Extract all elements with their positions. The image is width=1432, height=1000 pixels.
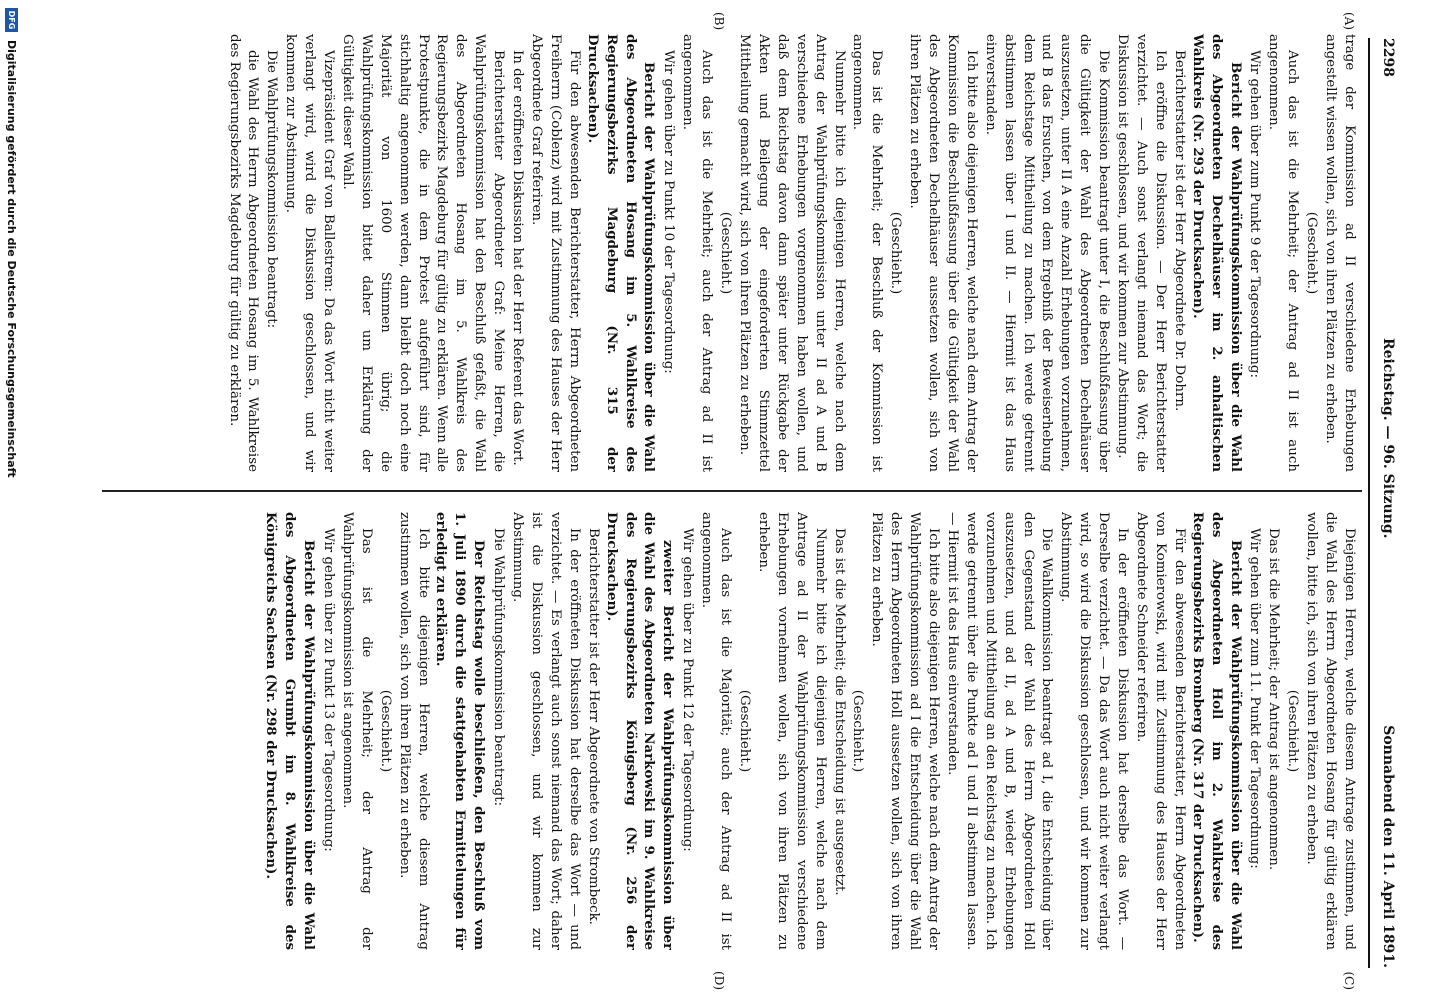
- paragraph: Das ist die Mehrheit; die Entscheidung ist ausgesetzt.: [831, 528, 847, 896]
- paragraph: Wir gehen über zu Punkt 13 der Tagesordnung:: [321, 528, 337, 852]
- stage-direction: (Geschieht.): [718, 211, 734, 295]
- page-header: [1374, 38, 1396, 968]
- paragraph: Für den abwesenden Berichterstatter, Herrn Abgeordneten Freiherrn (Coblenz) wird mit Zustimmung des Hauses der Herr Abgeordnete Graf referiren.: [529, 34, 582, 472]
- paragraph: Nunmehr bitte ich diejenigen Herren, welche nach dem Antrag der Wahlprüfungskommission unter II ad A und B verschiedene Erhebungen vorgenommen haben wollen, und daß dem Reichstag davon dann später unter Rückgabe der Akten und Beilegung der eingeforderten Stimmzettel Mittheilung gemacht wird, sich von ihren Plätzen zu erheben.: [737, 34, 847, 472]
- margin-marker-d: (D): [712, 971, 726, 990]
- paragraph: Ich bitte also diejenigen Herren, welche nach dem Antrag der Kommission die Beschlußfassung über die Gültigkeit der Wahl des Abgeordneten Dechelhäuser aussetzen wollen, sich von ihren Plätzen zu erheben.: [907, 34, 979, 472]
- stage-direction: (Geschieht.): [377, 689, 393, 773]
- paragraph: Nunmehr bitte ich diejenigen Herren, welche nach dem Antrage ad II der Wahlprüfungskommission verschiedene Erhebungen vornehmen wollen, sich von ihren Plätzen zu erheben.: [755, 512, 828, 950]
- paragraph: Die Wahlkommission beantragt ad I, die Entscheidung über den Gegenstand der Wahl des Herrn Abgeordneten Holl auszusetzen, und ad II, ad A und B, wieder Erhebungen vorzunehmen und Mittheilung an den Reichstag zu machen. Ich werde getrennt über die Punkte ad I und II abstimmen lassen. — Hiermit ist das Haus einverstanden.: [944, 512, 1055, 950]
- stage-direction: (Geschieht.): [1304, 211, 1320, 295]
- paragraph: Das ist die Mehrheit; der Beschluß der Kommission ist angenommen.: [850, 34, 885, 472]
- funding-credit: Digitalisierung gefördert durch die Deutsche Forschungsgemeinschaft: [5, 40, 18, 478]
- paragraph: Ich bitte also diejenigen Herren, welche nach dem Antrag der Wahlprüfungskommission ad I die Entscheidung über die Wahl des Herrn Abgeordneten Holl aussetzen wollen, sich von ihren Plätzen zu erheben.: [869, 512, 942, 950]
- paragraph: In der eröffneten Diskussion hat der Herr Referent das Wort.: [510, 50, 526, 466]
- margin-marker-a: (A): [1342, 12, 1356, 31]
- agenda-item-title: Bericht der Wahlprüfungskommission über die Wahl des Abgeordneten Holl im 2. Wahlkreise des Regierungsbezirks Bromberg (Nr. 317 der Drucksachen).: [1189, 512, 1244, 950]
- paragraph: Die Kommission beantragt unter I, die Beschlußfassung über die Gültigkeit der Wahl des Abgeordneten Dechelhäuser auszusetzen, unter II A eine Anzahl Erhebungen vorzunehmen, und B das Ersuchen, von dem Ergebniß der Beweiserhebung dem Reichstage Mittheilung zu machen. Ich werde getrennt abstimmen lassen über I und II. — Hiermit ist das Haus einverstanden.: [982, 34, 1112, 472]
- paragraph: Auch das ist die Mehrheit; der Antrag ad II ist auch angenommen.: [1266, 34, 1301, 472]
- agenda-item-title: Bericht der Wahlprüfungskommission über die Wahl des Abgeordneten Hosang im 5. Wahlkreise des Regierungsbezirks Magdeburg (Nr. 315 der Drucksachen).: [584, 34, 658, 472]
- footer: [0, 0, 20, 1000]
- session-title: Reichstag. — 96. Sitzung.: [1380, 338, 1396, 539]
- stage-direction: (Geschieht.): [850, 689, 866, 773]
- agenda-item-title: Bericht der Wahlprüfungskommission über die Wahl des Abgeordneten Dechelhäuser im 2. anhaltischen Wahlkreis (Nr. 293 der Drucksachen).: [1189, 34, 1244, 472]
- paragraph: Diejenigen Herren, welche diesem Antrage zustimmen, und die Wahl des Herrn Abgeordneten Hosang für gültig erklären wollen, bitte ich, sich von ihren Plätzen zu erheben.: [1304, 512, 1357, 950]
- speech-paragraph: Berichterstatter Abgeordneter Graf: Meine Herren, die Wahlprüfungskommission hat den Beschluß gefaßt, die Wahl des Abgeordneten Hosang im 5. Wahlkreis des Regierungsbezirks Magdeburg für gültig zu erklären. Wenn alle Protestpunkte, die in dem Protest aufgeführt sind, für stichhaltig angenommen werden, dann bleibt doch noch eine Majorität von 1600 Stimmen übrig; die Wahlprüfungskommission bittet daher um Erklärung der Gültigkeit dieser Wahl.: [339, 34, 507, 472]
- paragraph: Auch das ist die Majorität; auch der Antrag ad II ist angenommen.: [699, 512, 734, 950]
- page-number: 2298: [1380, 38, 1396, 77]
- paragraph: trage der Kommission ad II verschiedene Erhebungen angestellt wissen wollen, sich von ihren Plätzen zu erheben.: [1323, 34, 1357, 472]
- paragraph: Wir gehen über zum 11. Punkt der Tagesordnung:: [1247, 528, 1263, 869]
- paragraph: Wir gehen über zu Punkt 10 der Tagesordnung:: [661, 50, 677, 374]
- paragraph: Das ist die Mehrheit; der Antrag ist angenommen.: [1266, 528, 1282, 871]
- paragraph: Das ist die Mehrheit; der Antrag der Wahlprüfungskommission ist angenommen.: [339, 512, 374, 950]
- paragraph: Wir gehen über zu Punkt 12 der Tagesordnung:: [680, 528, 696, 852]
- paragraph: Berichterstatter ist der Herr Abgeordnete von Strombeck.: [585, 528, 601, 925]
- agenda-item-title: Bericht der Wahlprüfungskommission über die Wahl des Abgeordneten Grumbt im 8. Wahlkreise des Königreichs Sachsen (Nr. 298 der Drucksachen).: [263, 512, 318, 950]
- paragraph: Ich eröffne die Diskussion. — Der Herr Berichterstatter verzichtet. — Auch sonst verlangt niemand das Wort; die Diskussion ist geschlossen, und wir kommen zur Abstimmung.: [1115, 34, 1168, 472]
- right-column: [88, 512, 1358, 950]
- paragraph: die Wahl des Herrn Abgeordneten Hosang im 5. Wahlkreise des Regierungsbezirks Magdeburg für gültig zu erklären.: [226, 34, 261, 472]
- stage-direction: (Geschieht.): [1285, 689, 1301, 773]
- paragraph: Die Wahlprüfungskommission beantragt:: [491, 528, 507, 807]
- paragraph: In der eröffneten Diskussion hat derselbe das Wort. — Derselbe verzichtet. — Da das Wort auch nicht weiter verlangt wird, so wird die Diskussion geschlossen, und wir kommen zur Abstimmung.: [1058, 512, 1131, 950]
- dfg-logo: DFG: [5, 8, 18, 32]
- paragraph: Ich bitte diejenigen Herren, welche diesem Antrag zustimmen wollen, sich von ihren Plätzen zu erheben.: [396, 512, 431, 950]
- speech-paragraph: Vizepräsident Graf von Ballestrem: Da das Wort nicht weiter verlangt wird, wird die Diskussion geschlossen, und wir kommen zur Abstimmung.: [283, 34, 337, 472]
- margin-marker-c: (C): [1342, 971, 1356, 990]
- stage-direction: (Geschieht.): [737, 689, 752, 773]
- header-rule: [1368, 38, 1370, 968]
- paragraph: Die Wahlprüfungskommission beantragt:: [264, 50, 280, 329]
- paragraph: Auch das ist die Mehrheit; auch der Antrag ad II ist angenommen.: [680, 34, 715, 472]
- motion-text: Der Reichstag wolle beschließen, den Beschluß vom 1. Juli 1890 durch die stattgehabten Ermittelungen für erledigt zu erklären.: [433, 512, 488, 950]
- stage-direction: (Geschieht.): [888, 211, 904, 295]
- paragraph: Für den abwesenden Berichterstatter, Herrn Abgeordneten von Komierowski, wird mit Zustimmung des Hauses der Herr Abgeordnete Schneider referiren.: [1134, 512, 1187, 950]
- margin-marker-b: (B): [712, 12, 726, 31]
- paragraph: In der eröffneten Diskussion hat derselbe das Wort — und verzichtet. — Es verlangt auch sonst niemand das Wort; daher ist die Diskussion geschlossen, und wir kommen zur Abstimmung.: [510, 512, 582, 950]
- paragraph: Berichterstatter ist der Herr Abgeordnete Dr. Dohrn.: [1171, 50, 1187, 412]
- agenda-item-title: zweiter Bericht der Wahlprüfungskommission über die Wahl des Abgeordneten Narkowski im 9. Wahlkreise des Regierungsbezirks Königsberg (Nr. 256 der Drucksachen).: [603, 512, 677, 950]
- paragraph: Wir gehen über zum Punkt 9 der Tagesordnung:: [1247, 50, 1263, 378]
- column-divider: [102, 490, 1362, 492]
- session-date: Sonnabend den 11. April 1891.: [1380, 725, 1396, 968]
- left-column: [88, 34, 1358, 472]
